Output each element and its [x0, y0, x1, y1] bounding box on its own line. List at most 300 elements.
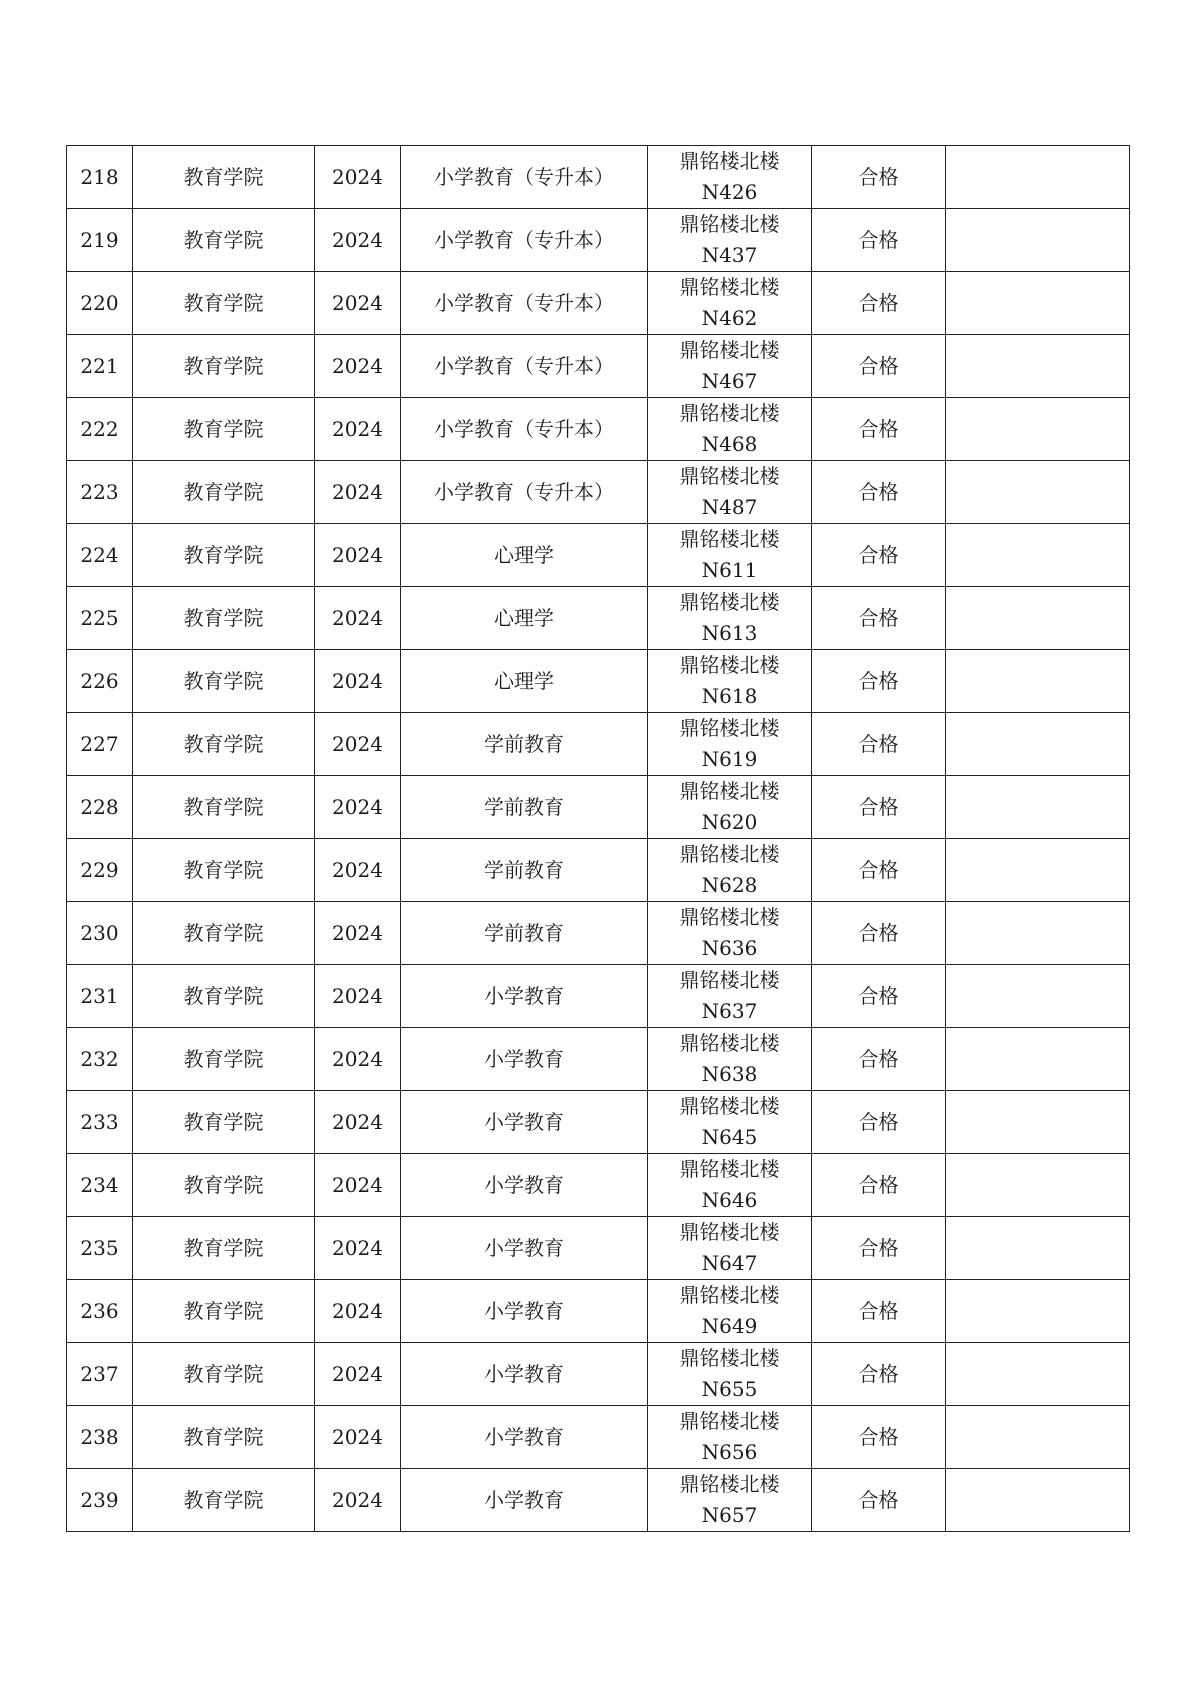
row-number: 228: [80, 794, 119, 819]
table-row: [67, 1028, 1130, 1091]
enrollment-year: 2024: [332, 1487, 383, 1512]
dorm-room-cell: [648, 1028, 812, 1091]
room-number: N649: [701, 1314, 758, 1338]
result-cell: [812, 1217, 946, 1280]
college-cell: [133, 587, 315, 650]
year-cell: [315, 1406, 401, 1469]
note-cell: [946, 965, 1130, 1028]
result-cell: [812, 776, 946, 839]
college-name: 教育学院: [183, 1424, 264, 1449]
college-cell: [133, 461, 315, 524]
row-number-cell: [67, 209, 133, 272]
table-row: [67, 1406, 1130, 1469]
dorm-room-cell: [648, 461, 812, 524]
table-row: [67, 524, 1130, 587]
row-number-cell: [67, 1280, 133, 1343]
row-number-cell: [67, 776, 133, 839]
table-row: [67, 209, 1130, 272]
room-number: N426: [701, 180, 758, 204]
college-cell: [133, 1217, 315, 1280]
note-cell: [946, 398, 1130, 461]
row-number-cell: [67, 398, 133, 461]
row-number: 225: [80, 605, 119, 630]
college-name: 教育学院: [183, 164, 264, 189]
major-cell: [401, 776, 648, 839]
inspection-result: 合格: [858, 416, 899, 441]
note-cell: [946, 1028, 1130, 1091]
building-name: 鼎铭楼北楼: [679, 905, 780, 929]
major-name: 学前教育: [484, 731, 564, 756]
college-cell: [133, 524, 315, 587]
result-cell: [812, 1469, 946, 1532]
inspection-result: 合格: [858, 920, 899, 945]
building-name: 鼎铭楼北楼: [679, 338, 780, 362]
major-cell: [401, 1217, 648, 1280]
major-cell: [401, 1154, 648, 1217]
building-name: 鼎铭楼北楼: [679, 653, 780, 677]
inspection-result: 合格: [858, 731, 899, 756]
row-number: 219: [80, 227, 119, 252]
room-number: N637: [701, 999, 758, 1023]
major-cell: [401, 1028, 648, 1091]
college-cell: [133, 1406, 315, 1469]
inspection-result: 合格: [858, 1298, 899, 1323]
dormitory-inspection-table: [66, 145, 1130, 1532]
enrollment-year: 2024: [332, 731, 383, 756]
enrollment-year: 2024: [332, 164, 383, 189]
enrollment-year: 2024: [332, 1298, 383, 1323]
building-name: 鼎铭楼北楼: [679, 968, 780, 992]
college-cell: [133, 1280, 315, 1343]
enrollment-year: 2024: [332, 605, 383, 630]
room-number: N655: [701, 1377, 758, 1401]
room-number: N646: [701, 1188, 758, 1212]
row-number-cell: [67, 1028, 133, 1091]
dorm-room-cell: [648, 335, 812, 398]
enrollment-year: 2024: [332, 668, 383, 693]
college-cell: [133, 1091, 315, 1154]
inspection-result: 合格: [858, 1172, 899, 1197]
major-name: 小学教育: [484, 1235, 564, 1260]
result-cell: [812, 1280, 946, 1343]
dorm-room-cell: [648, 965, 812, 1028]
note-cell: [946, 902, 1130, 965]
note-cell: [946, 1217, 1130, 1280]
major-name: 心理学: [494, 542, 554, 567]
major-cell: [401, 713, 648, 776]
row-number-cell: [67, 146, 133, 209]
result-cell: [812, 209, 946, 272]
result-cell: [812, 146, 946, 209]
result-cell: [812, 965, 946, 1028]
college-name: 教育学院: [183, 353, 264, 378]
table-row: [67, 398, 1130, 461]
building-name: 鼎铭楼北楼: [679, 716, 780, 740]
room-number: N613: [701, 621, 758, 645]
enrollment-year: 2024: [332, 353, 383, 378]
room-number: N619: [701, 747, 758, 771]
enrollment-year: 2024: [332, 542, 383, 567]
row-number-cell: [67, 1469, 133, 1532]
major-cell: [401, 1469, 648, 1532]
room-number: N636: [701, 936, 758, 960]
building-name: 鼎铭楼北楼: [679, 1157, 780, 1181]
inspection-result: 合格: [858, 1046, 899, 1071]
note-cell: [946, 839, 1130, 902]
result-cell: [812, 524, 946, 587]
building-name: 鼎铭楼北楼: [679, 1220, 780, 1244]
dorm-room-cell: [648, 272, 812, 335]
college-name: 教育学院: [183, 1109, 264, 1134]
building-name: 鼎铭楼北楼: [679, 590, 780, 614]
inspection-result: 合格: [858, 227, 899, 252]
dorm-room-cell: [648, 776, 812, 839]
year-cell: [315, 1343, 401, 1406]
result-cell: [812, 650, 946, 713]
table-row: [67, 965, 1130, 1028]
major-cell: [401, 965, 648, 1028]
year-cell: [315, 902, 401, 965]
college-name: 教育学院: [183, 542, 264, 567]
table-row: [67, 146, 1130, 209]
year-cell: [315, 839, 401, 902]
result-cell: [812, 902, 946, 965]
result-cell: [812, 272, 946, 335]
inspection-result: 合格: [858, 1235, 899, 1260]
enrollment-year: 2024: [332, 227, 383, 252]
result-cell: [812, 1028, 946, 1091]
college-cell: [133, 1343, 315, 1406]
year-cell: [315, 209, 401, 272]
note-cell: [946, 209, 1130, 272]
dorm-room-cell: [648, 1280, 812, 1343]
inspection-result: 合格: [858, 1361, 899, 1386]
room-number: N467: [701, 369, 758, 393]
inspection-result: 合格: [858, 983, 899, 1008]
college-cell: [133, 965, 315, 1028]
inspection-result: 合格: [858, 668, 899, 693]
college-name: 教育学院: [183, 479, 264, 504]
room-number: N611: [701, 558, 758, 582]
building-name: 鼎铭楼北楼: [679, 464, 780, 488]
row-number-cell: [67, 461, 133, 524]
result-cell: [812, 713, 946, 776]
inspection-result: 合格: [858, 1487, 899, 1512]
building-name: 鼎铭楼北楼: [679, 1283, 780, 1307]
room-number: N647: [701, 1251, 758, 1275]
year-cell: [315, 146, 401, 209]
row-number: 233: [80, 1109, 119, 1134]
enrollment-year: 2024: [332, 1424, 383, 1449]
major-name: 小学教育（专升本）: [434, 416, 614, 441]
inspection-result: 合格: [858, 290, 899, 315]
inspection-result: 合格: [858, 857, 899, 882]
row-number: 234: [80, 1172, 119, 1197]
table-row: [67, 902, 1130, 965]
year-cell: [315, 1469, 401, 1532]
major-cell: [401, 839, 648, 902]
table-row: [67, 587, 1130, 650]
room-number: N645: [701, 1125, 758, 1149]
row-number-cell: [67, 587, 133, 650]
row-number-cell: [67, 1406, 133, 1469]
building-name: 鼎铭楼北楼: [679, 1472, 780, 1496]
row-number: 229: [80, 857, 119, 882]
building-name: 鼎铭楼北楼: [679, 527, 780, 551]
room-number: N657: [701, 1503, 758, 1527]
inspection-result: 合格: [858, 542, 899, 567]
enrollment-year: 2024: [332, 1046, 383, 1071]
major-name: 小学教育（专升本）: [434, 164, 614, 189]
row-number-cell: [67, 839, 133, 902]
result-cell: [812, 335, 946, 398]
row-number: 218: [80, 164, 119, 189]
note-cell: [946, 1154, 1130, 1217]
row-number-cell: [67, 902, 133, 965]
enrollment-year: 2024: [332, 794, 383, 819]
row-number-cell: [67, 524, 133, 587]
year-cell: [315, 713, 401, 776]
enrollment-year: 2024: [332, 920, 383, 945]
college-name: 教育学院: [183, 1172, 264, 1197]
row-number-cell: [67, 1217, 133, 1280]
table-row: [67, 1154, 1130, 1217]
college-name: 教育学院: [183, 1487, 264, 1512]
year-cell: [315, 1280, 401, 1343]
major-name: 小学教育: [484, 1172, 564, 1197]
building-name: 鼎铭楼北楼: [679, 1346, 780, 1370]
major-cell: [401, 587, 648, 650]
result-cell: [812, 587, 946, 650]
major-cell: [401, 209, 648, 272]
row-number-cell: [67, 1343, 133, 1406]
dorm-room-cell: [648, 1469, 812, 1532]
major-name: 心理学: [494, 668, 554, 693]
college-cell: [133, 713, 315, 776]
note-cell: [946, 1280, 1130, 1343]
result-cell: [812, 1091, 946, 1154]
dorm-room-cell: [648, 650, 812, 713]
dorm-room-cell: [648, 902, 812, 965]
row-number: 224: [80, 542, 119, 567]
room-number: N468: [701, 432, 758, 456]
year-cell: [315, 1091, 401, 1154]
table-row: [67, 839, 1130, 902]
college-name: 教育学院: [183, 1361, 264, 1386]
note-cell: [946, 335, 1130, 398]
table-row: [67, 1217, 1130, 1280]
major-name: 小学教育: [484, 983, 564, 1008]
row-number: 226: [80, 668, 119, 693]
college-name: 教育学院: [183, 920, 264, 945]
major-cell: [401, 1091, 648, 1154]
room-number: N628: [701, 873, 758, 897]
note-cell: [946, 650, 1130, 713]
room-number: N656: [701, 1440, 758, 1464]
building-name: 鼎铭楼北楼: [679, 401, 780, 425]
year-cell: [315, 965, 401, 1028]
major-cell: [401, 524, 648, 587]
college-cell: [133, 335, 315, 398]
college-cell: [133, 146, 315, 209]
major-name: 小学教育（专升本）: [434, 227, 614, 252]
major-cell: [401, 272, 648, 335]
building-name: 鼎铭楼北楼: [679, 1031, 780, 1055]
college-cell: [133, 272, 315, 335]
row-number: 232: [80, 1046, 119, 1071]
row-number: 236: [80, 1298, 119, 1323]
enrollment-year: 2024: [332, 290, 383, 315]
major-cell: [401, 902, 648, 965]
enrollment-year: 2024: [332, 479, 383, 504]
building-name: 鼎铭楼北楼: [679, 275, 780, 299]
enrollment-year: 2024: [332, 1172, 383, 1197]
note-cell: [946, 146, 1130, 209]
college-name: 教育学院: [183, 794, 264, 819]
major-name: 学前教育: [484, 794, 564, 819]
major-name: 小学教育（专升本）: [434, 353, 614, 378]
major-name: 心理学: [494, 605, 554, 630]
dorm-room-cell: [648, 1343, 812, 1406]
table-row: [67, 1280, 1130, 1343]
row-number: 227: [80, 731, 119, 756]
college-name: 教育学院: [183, 668, 264, 693]
room-number: N487: [701, 495, 758, 519]
table-row: [67, 1343, 1130, 1406]
row-number: 239: [80, 1487, 119, 1512]
major-cell: [401, 146, 648, 209]
year-cell: [315, 1028, 401, 1091]
year-cell: [315, 524, 401, 587]
table-row: [67, 776, 1130, 839]
major-name: 小学教育: [484, 1046, 564, 1071]
year-cell: [315, 1217, 401, 1280]
college-name: 教育学院: [183, 227, 264, 252]
room-number: N618: [701, 684, 758, 708]
college-cell: [133, 209, 315, 272]
major-name: 学前教育: [484, 920, 564, 945]
college-name: 教育学院: [183, 857, 264, 882]
row-number-cell: [67, 965, 133, 1028]
building-name: 鼎铭楼北楼: [679, 212, 780, 236]
note-cell: [946, 587, 1130, 650]
major-name: 小学教育（专升本）: [434, 290, 614, 315]
room-number: N462: [701, 306, 758, 330]
row-number: 220: [80, 290, 119, 315]
room-number: N437: [701, 243, 758, 267]
college-name: 教育学院: [183, 416, 264, 441]
building-name: 鼎铭楼北楼: [679, 842, 780, 866]
room-number: N620: [701, 810, 758, 834]
dorm-room-cell: [648, 1217, 812, 1280]
note-cell: [946, 524, 1130, 587]
major-cell: [401, 1280, 648, 1343]
table-row: [67, 1469, 1130, 1532]
major-cell: [401, 1343, 648, 1406]
dorm-room-cell: [648, 1091, 812, 1154]
row-number-cell: [67, 1091, 133, 1154]
college-cell: [133, 1028, 315, 1091]
major-name: 小学教育: [484, 1487, 564, 1512]
year-cell: [315, 587, 401, 650]
dorm-room-cell: [648, 398, 812, 461]
room-number: N638: [701, 1062, 758, 1086]
result-cell: [812, 1154, 946, 1217]
enrollment-year: 2024: [332, 1235, 383, 1260]
table-row: [67, 713, 1130, 776]
dorm-room-cell: [648, 839, 812, 902]
row-number-cell: [67, 1154, 133, 1217]
inspection-result: 合格: [858, 479, 899, 504]
year-cell: [315, 335, 401, 398]
enrollment-year: 2024: [332, 1361, 383, 1386]
note-cell: [946, 1469, 1130, 1532]
major-name: 小学教育: [484, 1361, 564, 1386]
major-name: 小学教育（专升本）: [434, 479, 614, 504]
inspection-result: 合格: [858, 164, 899, 189]
row-number: 237: [80, 1361, 119, 1386]
college-name: 教育学院: [183, 1298, 264, 1323]
table-row: [67, 650, 1130, 713]
table-row: [67, 272, 1130, 335]
year-cell: [315, 398, 401, 461]
inspection-result: 合格: [858, 1424, 899, 1449]
major-cell: [401, 335, 648, 398]
college-cell: [133, 1154, 315, 1217]
major-cell: [401, 1406, 648, 1469]
note-cell: [946, 713, 1130, 776]
college-cell: [133, 902, 315, 965]
note-cell: [946, 1091, 1130, 1154]
inspection-result: 合格: [858, 605, 899, 630]
dorm-room-cell: [648, 1154, 812, 1217]
building-name: 鼎铭楼北楼: [679, 149, 780, 173]
table-row: [67, 335, 1130, 398]
college-cell: [133, 1469, 315, 1532]
college-name: 教育学院: [183, 290, 264, 315]
row-number: 221: [80, 353, 119, 378]
row-number: 222: [80, 416, 119, 441]
row-number: 235: [80, 1235, 119, 1260]
result-cell: [812, 461, 946, 524]
row-number-cell: [67, 713, 133, 776]
college-cell: [133, 776, 315, 839]
table-row: [67, 1091, 1130, 1154]
year-cell: [315, 776, 401, 839]
note-cell: [946, 272, 1130, 335]
row-number: 231: [80, 983, 119, 1008]
row-number-cell: [67, 650, 133, 713]
college-name: 教育学院: [183, 983, 264, 1008]
major-name: 小学教育: [484, 1424, 564, 1449]
major-cell: [401, 650, 648, 713]
year-cell: [315, 1154, 401, 1217]
major-name: 小学教育: [484, 1109, 564, 1134]
major-name: 学前教育: [484, 857, 564, 882]
table-row: [67, 461, 1130, 524]
enrollment-year: 2024: [332, 416, 383, 441]
result-cell: [812, 398, 946, 461]
note-cell: [946, 1406, 1130, 1469]
inspection-result: 合格: [858, 1109, 899, 1134]
college-name: 教育学院: [183, 605, 264, 630]
major-cell: [401, 461, 648, 524]
enrollment-year: 2024: [332, 1109, 383, 1134]
year-cell: [315, 650, 401, 713]
building-name: 鼎铭楼北楼: [679, 1094, 780, 1118]
row-number-cell: [67, 272, 133, 335]
note-cell: [946, 776, 1130, 839]
